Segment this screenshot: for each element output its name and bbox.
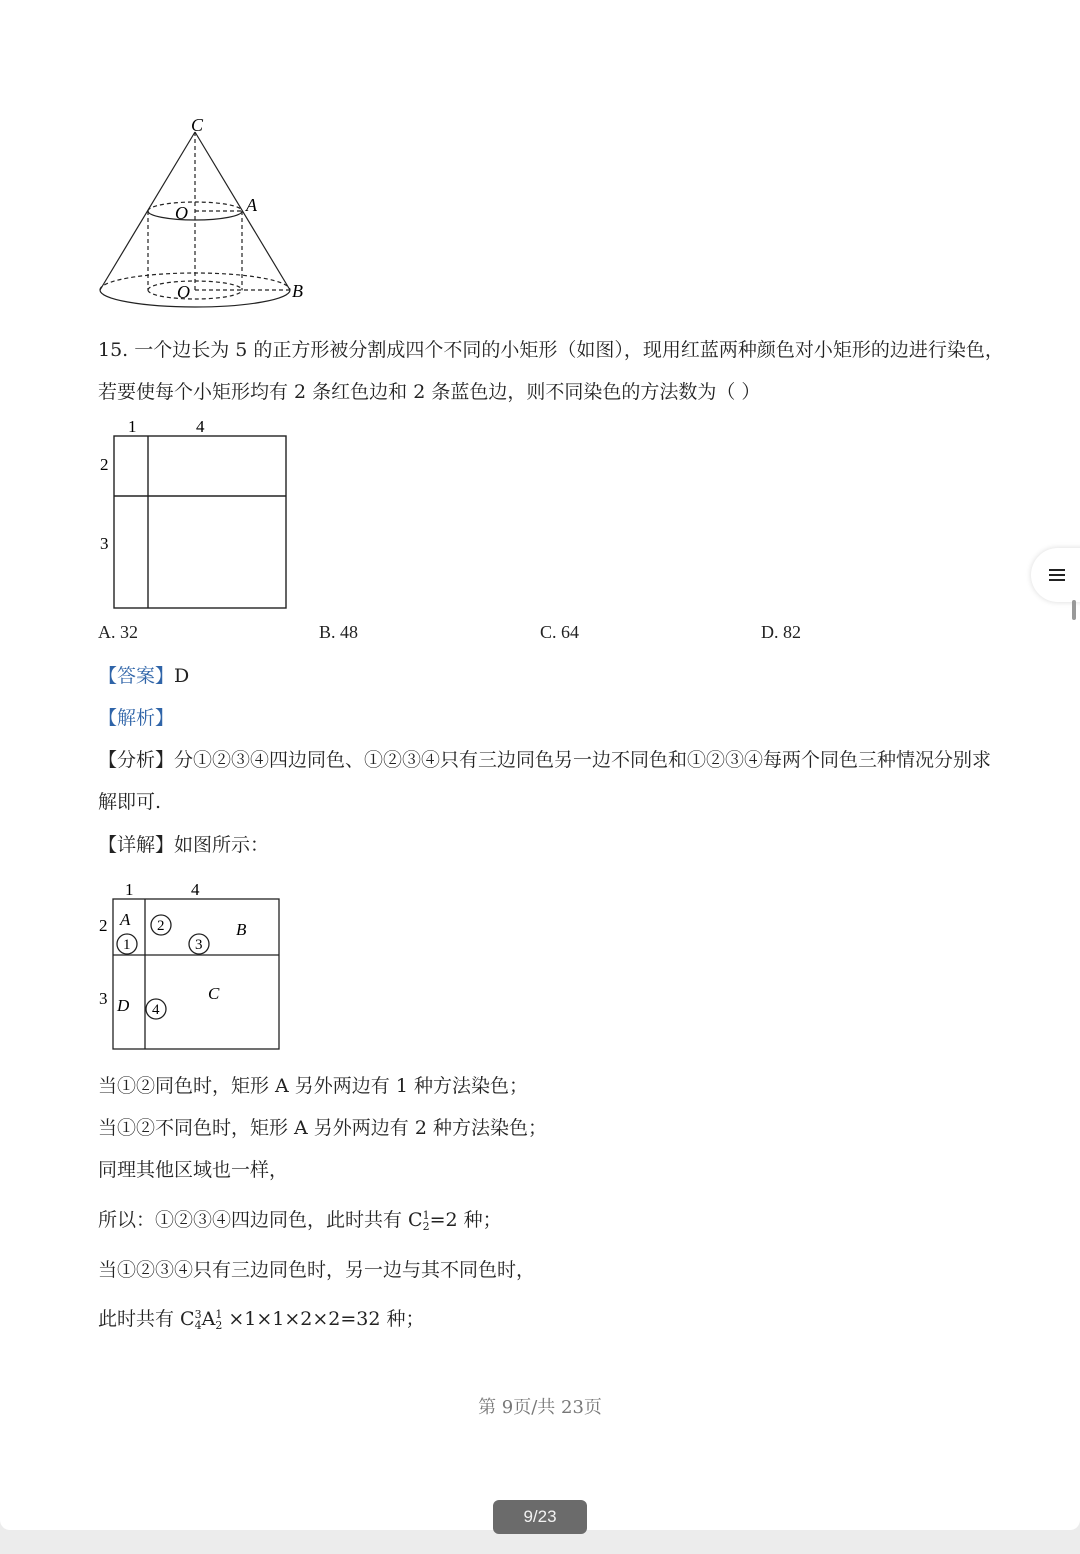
fig3-left-2: 2 — [99, 916, 108, 935]
fig3-circle-4: 4 — [152, 1002, 160, 1018]
label-b: B — [292, 281, 303, 301]
answer-line — [98, 664, 189, 688]
label-a: A — [246, 195, 257, 215]
side-menu-button[interactable] — [1031, 548, 1080, 602]
page-footer: 第 9页/共 23页 — [478, 1397, 602, 1418]
step-4: 所以：①②③④四边同色，此时共有 C 1 2 =2 种； — [98, 1209, 502, 1233]
fig2-left-2: 2 — [100, 455, 109, 474]
option-c: C. 64 — [540, 622, 580, 642]
label-o: O — [177, 282, 190, 302]
question-line-2: 若要使每个小矩形均有 2 条红色边和 2 条蓝色边，则不同染色的方法数为（ ） — [98, 381, 761, 403]
fig3-label-c: C — [208, 984, 220, 1003]
answer-value: D — [174, 665, 190, 687]
step-5: 当①②③④只有三边同色时，另一边与其不同色时， — [98, 1259, 536, 1281]
label-c: C — [191, 115, 204, 135]
step-1: 当①②同色时，矩形 A 另外两边有 1 种方法染色； — [98, 1075, 528, 1097]
fig3-circle-1: 1 — [123, 937, 131, 953]
square-figure — [92, 414, 302, 614]
step-3: 同理其他区域也一样， — [98, 1159, 289, 1181]
answer-tag: 【答案】 — [98, 665, 175, 687]
option-a: A. 32 — [98, 622, 138, 642]
fig3-top-1: 1 — [125, 880, 134, 899]
fig3-circle-3: 3 — [195, 937, 203, 953]
fig3-label-a: A — [120, 910, 131, 929]
question-line-1: 15. 一个边长为 5 的正方形被分割成四个不同的小矩形（如图），现用红蓝两种颜色对小矩形的边进行染色， — [98, 339, 1004, 361]
fig3-left-3: 3 — [99, 989, 108, 1008]
fig2-top-1: 1 — [128, 417, 137, 436]
xiangjie-line: 【详解】如图所示： — [98, 834, 270, 856]
menu-icon — [1049, 568, 1065, 582]
fig3-circle-2: 2 — [157, 918, 165, 934]
page-indicator: 9/23 — [493, 1500, 587, 1534]
step-2: 当①②不同色时，矩形 A 另外两边有 2 种方法染色； — [98, 1117, 547, 1139]
cone-figure — [92, 112, 312, 317]
fig3-label-d: D — [117, 996, 130, 1015]
labeled-square-figure — [92, 878, 292, 1056]
fenxi-line-1: 【分析】分①②③④四边同色、①②③④只有三边同色另一边不同色和①②③④每两个同色三种情况分别求 — [98, 749, 992, 771]
fig2-left-3: 3 — [100, 534, 109, 553]
fig3-label-b: B — [236, 920, 247, 939]
analysis-tag: 【解析】 — [98, 707, 175, 729]
label-o1: O — [175, 203, 188, 223]
option-b: B. 48 — [319, 622, 359, 642]
step-6: 此时共有 C 3 4 A 1 2 ×1×1×2×2=32 种； — [98, 1308, 425, 1332]
fenxi-line-2: 解即可. — [98, 791, 162, 813]
option-d: D. 82 — [761, 622, 801, 642]
fig3-top-4: 4 — [191, 880, 200, 899]
fig2-top-4: 4 — [196, 417, 205, 436]
scrollbar-thumb[interactable] — [1072, 600, 1076, 620]
